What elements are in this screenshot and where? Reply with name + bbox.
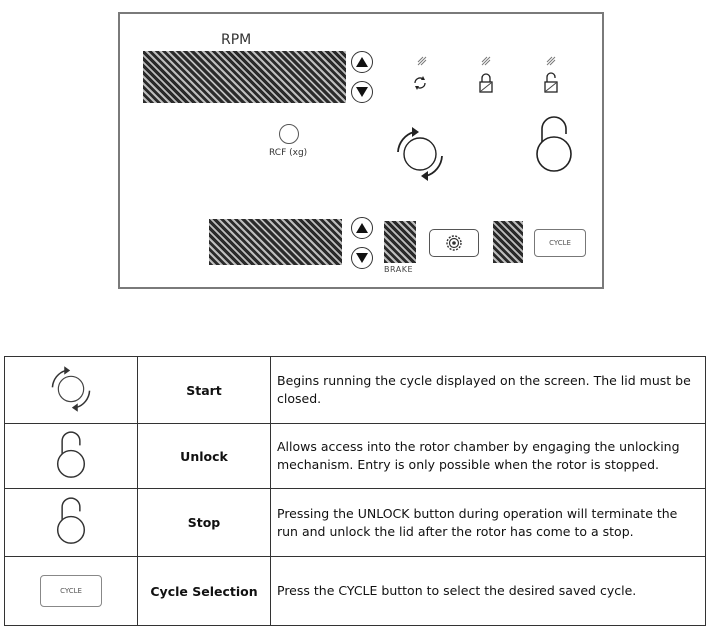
settings-button[interactable] xyxy=(429,229,479,257)
legend-description: Press the CYCLE button to select the desired saved cycle. xyxy=(271,557,706,626)
button-legend-table xyxy=(4,356,706,626)
rcf-label: RCF (xg) xyxy=(269,148,308,158)
unlock-status-icon xyxy=(543,72,559,94)
table-row xyxy=(5,424,706,489)
legend-description: Pressing the UNLOCK button during operation will terminate the run and unlock the lid after the rotor has come to a stop. xyxy=(271,489,706,557)
cycle-button-icon: CYCLE xyxy=(40,575,102,607)
rpm-display xyxy=(143,51,346,103)
legend-icon-cell xyxy=(5,424,138,489)
table-row xyxy=(5,557,706,626)
arrow-down-icon xyxy=(356,87,368,97)
legend-name: Cycle Selection xyxy=(138,557,271,626)
legend-icon-cell xyxy=(5,489,138,557)
rotation-status-icon xyxy=(411,74,429,92)
rcf-down-button[interactable] xyxy=(351,247,373,269)
indicator-led-run xyxy=(417,56,427,66)
brake-display xyxy=(384,221,416,263)
gear-icon xyxy=(444,233,464,253)
legend-name: Unlock xyxy=(138,424,271,489)
rcf-toggle-button[interactable] xyxy=(279,124,299,144)
control-panel xyxy=(118,12,604,289)
legend-description: Begins running the cycle displayed on the screen. The lid must be closed. xyxy=(271,357,706,424)
rpm-up-button[interactable] xyxy=(351,51,373,73)
lock-icon xyxy=(478,72,494,94)
arrow-up-icon xyxy=(356,223,368,233)
legend-description: Allows access into the rotor chamber by engaging the unlocking mechanism. Entry is only possible when the rotor is stopped. xyxy=(271,424,706,489)
unlock-button[interactable] xyxy=(531,114,577,174)
temperature-display xyxy=(493,221,523,263)
rpm-label: RPM xyxy=(221,32,252,48)
rcf-up-button[interactable] xyxy=(351,217,373,239)
start-rotation-icon[interactable] xyxy=(388,122,452,186)
table-row xyxy=(5,357,706,424)
legend-name: Stop xyxy=(138,489,271,557)
legend-name: Start xyxy=(138,357,271,424)
legend-icon-cell xyxy=(5,557,138,626)
indicator-led-lock xyxy=(481,56,491,66)
start-rotation-icon xyxy=(44,362,98,416)
unlock-icon xyxy=(54,494,88,548)
brake-label: BRAKE xyxy=(384,265,413,274)
arrow-down-icon xyxy=(356,253,368,263)
indicator-led-unlock xyxy=(546,56,556,66)
arrow-up-icon xyxy=(356,57,368,67)
rpm-down-button[interactable] xyxy=(351,81,373,103)
unlock-icon xyxy=(54,428,88,482)
rcf-display xyxy=(209,219,342,265)
cycle-button[interactable]: CYCLE xyxy=(534,229,586,257)
legend-icon-cell xyxy=(5,357,138,424)
table-row xyxy=(5,489,706,557)
